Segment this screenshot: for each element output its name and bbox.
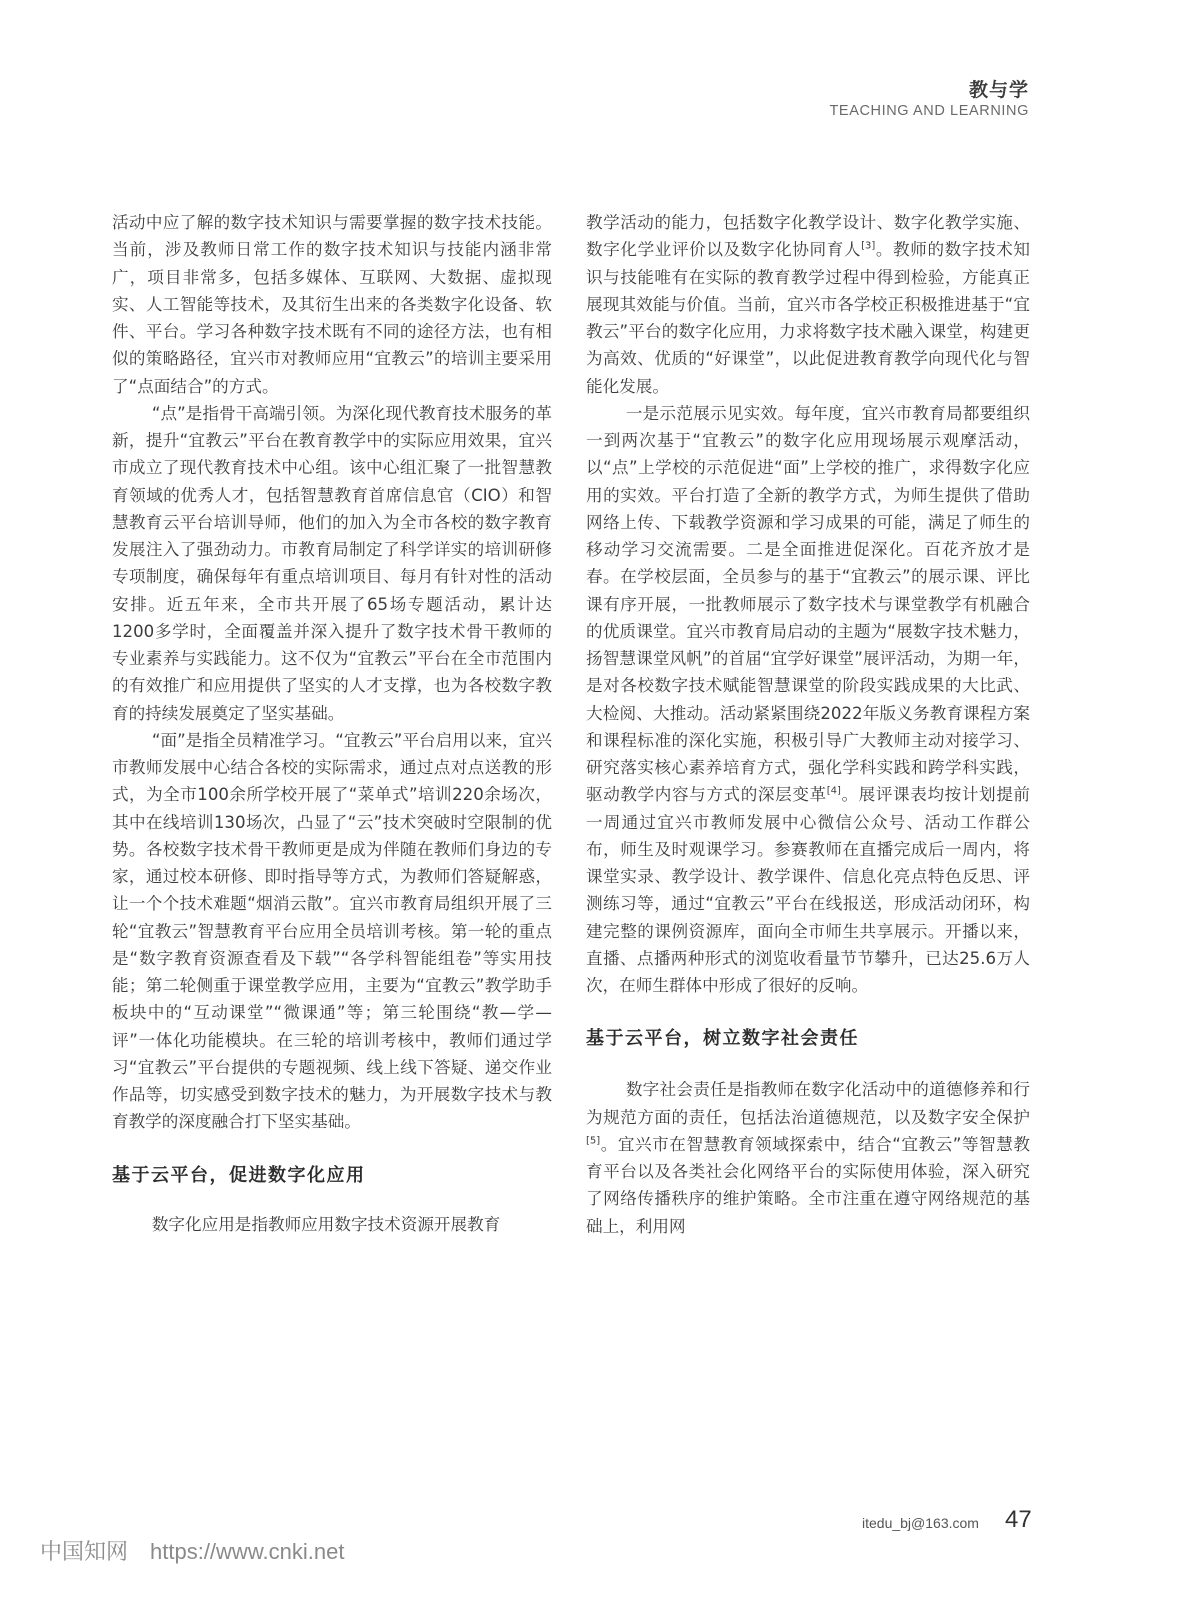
paragraph: 活动中应了解的数字技术知识与需要掌握的数字技术技能。当前，涉及教师日常工作的数字技术知识与技能内涵非常广，项目非常多，包括多媒体、互联网、大数据、虚拟现实、人工智能等技术，及其衍生出来的各类数字化设备、软件、平台。学习各种数字技术既有不同的途径方法，也有相似的策略路径，宜兴市对教师应用“宜教云”的培训主要采用了“点面结合”的方式。	[112, 213, 552, 396]
citation-ref[interactable]: [4]	[826, 785, 841, 797]
paragraph-text: 数字社会责任是指教师在数字化活动中的道德修养和行为规范方面的责任，包括法治道德规范，以及数字安全保护	[586, 1080, 1030, 1127]
paragraph-text: 。教师的数字技术知识与技能唯有在实际的教育教学过程中得到检验，方能真正展现其效能与价值。当前，宜兴市各学校正积极推进基于“宜教云”平台的数字化应用，力求将数字技术融入课堂，构建更为高效、优质的“好课堂”，以此促进教育教学向现代化与智能化发展。	[586, 240, 1031, 396]
paragraph	[586, 1076, 1030, 1240]
section-title-cn: 教与学	[968, 79, 1029, 101]
paragraph	[586, 209, 1030, 400]
citation-ref[interactable]: [5]	[586, 1135, 601, 1147]
citation-ref[interactable]: [3]	[861, 240, 876, 252]
paragraph-text: 一是示范展示见实效。每年度，宜兴市教育局都要组织一到两次基于“宜教云”的数字化应用现场展示观摩活动，以“点”上学校的示范促进“面”上学校的推广，求得数字化应用的实效。平台打造了全新的教学方式，为师生提供了借助网络上传、下载教学资源和学习成果的可能，满足了师生的移动学习交流需要。二是全面推进促深化。百花齐放才是春。在学校层面，全员参与的基于“宜教云”的展示课、评比课有序开展，一批教师展示了数字技术与课堂教学有机融合的优质课堂。宜兴市教育局启动的主题为“展数字技术魅力，扬智慧课堂风帆”的首届“宜学好课堂”展评活动，为期一年，是对各校数字技术赋能智慧课堂的阶段实践成果的大比武、大检阅、大推动。活动紧紧围绕2022年版义务教育课程方案和课程标准的深化实施，积极引导广大教师主动对接学习、研究落实核心素养培育方式，强化学科实践和跨学科实践，驱动教学内容与方式的深层变革	[586, 403, 1030, 805]
paragraph	[586, 400, 1030, 1000]
left-column	[112, 209, 552, 1238]
paragraph: “面”是指全员精准学习。“宜教云”平台启用以来，宜兴市教师发展中心结合各校的实际需求，通过点对点送教的形式，为全市100余所学校开展了“菜单式”培训220余场次，其中在线培训130场次，凸显了“云”技术突破时空限制的优势。各校数字技术骨干教师更是成为伴随在教师们身边的专家，通过校本研修、即时指导等方式，为教师们答疑解惑，让一个个技术难题“烟消云散”。宜兴市教育局组织开展了三轮“宜教云”智慧教育平台应用全员培训考核。第一轮的重点是“数字教育资源查看及下载”“各学科智能组卷”等实用技能；第二轮侧重于课堂教学应用，主要为“宜教云”教学助手板块中的“互动课堂”“微课通”等；第三轮围绕“教—学—评”一体化功能模块。在三轮的培训考核中，教师们通过学习“宜教云”平台提供的专题视频、线上线下答疑、递交作业作品等，切实感受到数字技术的魅力，为开展数字技术与教育教学的深度融合打下坚实基础。	[112, 730, 552, 1132]
section-heading: 基于云平台，树立数字社会责任	[586, 1028, 859, 1050]
paragraph-text: 。宜兴市在智慧教育领域探索中，结合“宜教云”等智慧教育平台以及各类社会化网络平台的实际使用体验，深入研究了网络传播秩序的维护策略。全市注重在遵守网络规范的基础上，利用网	[586, 1134, 1030, 1236]
paragraph-text: 教学活动的能力，包括数字化教学设计、数字化教学实施、数字化学业评价以及数字化协同育人	[586, 213, 1030, 260]
watermark	[40, 1535, 344, 1566]
paragraph-text: 。展评课表均按计划提前一周通过宜兴市教师发展中心微信公众号、活动工作群公布，师生及时观课学习。参赛教师在直播完成后一周内，将课堂实录、教学设计、教学课件、信息化亮点特色反思、评测练习等，通过“宜教云”平台在线报送，形成活动闭环，构建完整的课例资源库，面向全市师生共享展示。开播以来，直播、点播两种形式的浏览收看量节节攀升，已达25.6万人次，在师生群体中形成了很好的反响。	[586, 785, 1030, 995]
section-heading: 基于云平台，促进数字化应用	[112, 1164, 366, 1186]
watermark-url[interactable]: https://www.cnki.net	[150, 1539, 345, 1564]
watermark-site-name: 中国知网	[40, 1540, 129, 1565]
page-number: 47	[1005, 1506, 1032, 1533]
running-header	[829, 78, 1029, 120]
section-title-en: TEACHING AND LEARNING	[829, 103, 1029, 119]
paragraph: 数字化应用是指教师应用数字技术资源开展教育	[151, 1214, 501, 1234]
right-column	[586, 209, 1030, 1240]
footer-email: itedu_bj@163.com	[862, 1515, 979, 1531]
paragraph: “点”是指骨干高端引领。为深化现代教育技术服务的革新，提升“宜教云”平台在教育教学中的实际应用效果，宜兴市成立了现代教育技术中心组。该中心组汇聚了一批智慧教育领域的优秀人才，包括智慧教育首席信息官（CIO）和智慧教育云平台培训导师，他们的加入为全市各校的数字教育发展注入了强劲动力。市教育局制定了科学详实的培训研修专项制度，确保每年有重点培训项目、每月有针对性的活动安排。近五年来，全市共开展了65场专题活动，累计达1200多学时，全面覆盖并深入提升了数字技术骨干教师的专业素养与实践能力。这不仅为“宜教云”平台在全市范围内的有效推广和应用提供了坚实的人才支撑，也为各校数字教育的持续发展奠定了坚实基础。	[112, 403, 552, 723]
